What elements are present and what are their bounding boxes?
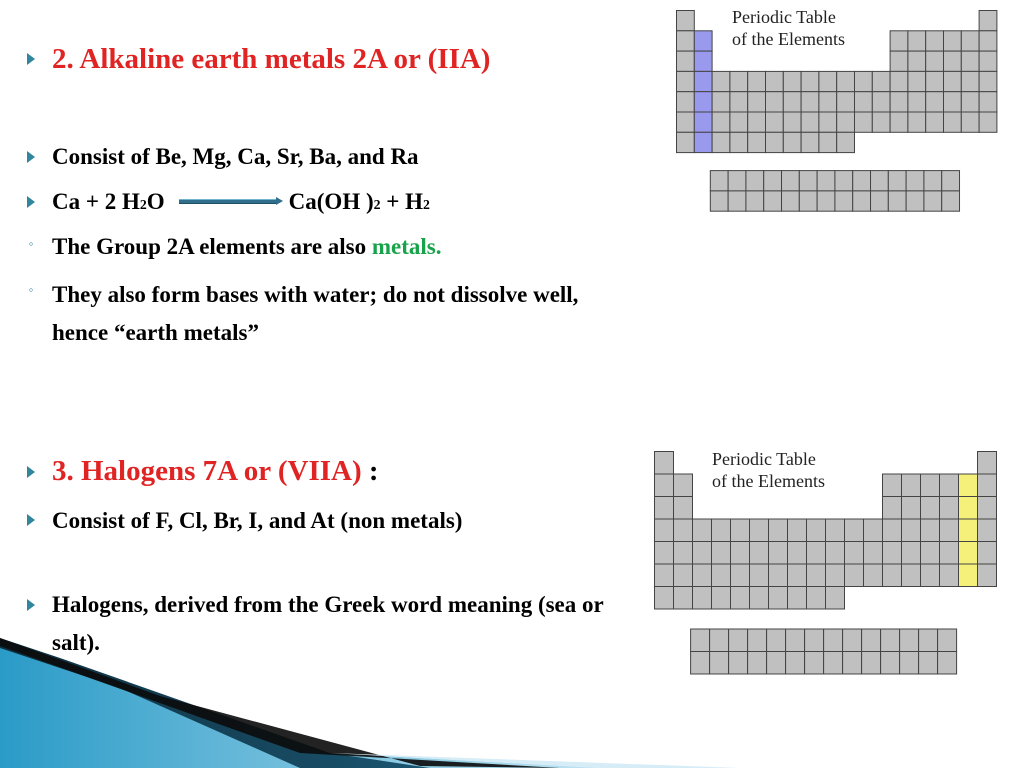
element-cell [940,519,959,542]
element-cell [944,31,962,51]
element-cell [766,132,784,152]
element-cell [921,519,940,542]
bullet-marker [24,465,38,483]
element-cell [674,542,693,565]
section-heading-alkaline: 2. Alkaline earth metals 2A or (IIA) [52,43,491,75]
element-cell [655,542,674,565]
element-cell [677,132,695,152]
element-cell [826,519,845,542]
element-cell [693,564,712,587]
element-cell [748,92,766,112]
element-cell [788,542,807,565]
element-cell [871,191,889,211]
element-cell [978,564,997,587]
element-cell [959,564,978,587]
element-cell [819,112,837,132]
element-cell [926,51,944,71]
element-cell [978,497,997,520]
element-cell [944,71,962,91]
element-cell [677,71,695,91]
element-cell [926,31,944,51]
element-cell [769,542,788,565]
element-cell [921,497,940,520]
element-cell [883,542,902,565]
element-cell [655,519,674,542]
element-cell [694,51,712,71]
element-cell [788,564,807,587]
element-cell [677,112,695,132]
bullet-marker [24,195,38,213]
element-cell [655,587,674,610]
element-cell [826,587,845,610]
element-cell [826,542,845,565]
element-cell [819,92,837,112]
element-cell [961,51,979,71]
element-cell [978,452,997,475]
element-cell [728,191,746,211]
element-cell [750,519,769,542]
element-cell [801,71,819,91]
element-cell [817,171,835,191]
element-cell [908,112,926,132]
element-cell [674,497,693,520]
element-cell [853,171,871,191]
element-cell [782,191,800,211]
element-cell [750,564,769,587]
element-cell [835,191,853,211]
element-cell [807,542,826,565]
element-cell [924,171,942,191]
equation-products: Ca(OH )2 + H2 [288,189,430,214]
element-cell [979,71,997,91]
element-cell [940,474,959,497]
element-cell [944,92,962,112]
element-cell [942,191,960,211]
element-cell [979,31,997,51]
element-cell [788,587,807,610]
bullet-marker [24,598,38,616]
element-cell [855,71,873,91]
element-cell [764,171,782,191]
element-cell [766,112,784,132]
element-cell [674,587,693,610]
element-cell [674,519,693,542]
element-cell [788,519,807,542]
element-cell [940,542,959,565]
element-cell [799,191,817,211]
element-cell [888,191,906,211]
element-cell [837,92,855,112]
bullet-marker: ◦ [28,236,34,251]
element-cell [959,542,978,565]
element-cell [864,519,883,542]
element-cell [979,11,997,31]
element-cell [944,51,962,71]
element-cell [712,542,731,565]
element-cell [655,452,674,475]
element-cell [712,112,730,132]
element-cell [694,112,712,132]
element-cell [807,587,826,610]
element-cell [872,112,890,132]
element-cell [908,51,926,71]
element-cell [712,564,731,587]
element-cell [801,92,819,112]
element-cell [655,564,674,587]
element-cell [908,71,926,91]
element-cell [890,31,908,51]
element-cell [783,112,801,132]
element-cell [883,564,902,587]
element-cell [890,92,908,112]
element-cell [694,31,712,51]
element-cell [845,519,864,542]
section-heading-halogens: 3. Halogens 7A or (VIIA) : [52,455,379,487]
element-cell [710,171,728,191]
element-cell [694,132,712,152]
element-cell [677,31,695,51]
element-cell [959,519,978,542]
element-cell [769,587,788,610]
element-cell [710,191,728,211]
element-cell [801,132,819,152]
bullet-greek-origin: Halogens, derived from the Greek word meaning (sea or salt). [52,592,604,655]
reaction-arrow-icon [179,198,283,205]
element-cell [783,71,801,91]
element-cell [944,112,962,132]
equation-line [52,185,632,222]
element-cell [906,191,924,211]
element-cell [819,132,837,152]
element-cell [888,171,906,191]
element-cell [799,171,817,191]
element-cell [835,171,853,191]
element-cell [801,112,819,132]
element-cell [730,112,748,132]
element-cell [693,542,712,565]
element-cell [750,587,769,610]
element-cell [674,474,693,497]
element-cell [837,71,855,91]
element-cell [845,564,864,587]
element-cell [942,171,960,191]
element-cell [677,11,695,31]
element-cell [940,564,959,587]
element-cell [926,71,944,91]
element-cell [979,112,997,132]
element-cell [712,519,731,542]
element-cell [872,92,890,112]
element-cell [924,191,942,211]
element-cell [730,92,748,112]
element-cell [908,31,926,51]
element-cell [871,171,889,191]
element-cell [712,587,731,610]
element-cell [979,51,997,71]
element-cell [782,171,800,191]
element-cell [746,191,764,211]
element-cell [731,564,750,587]
element-cell [921,542,940,565]
element-cell [979,92,997,112]
element-cell [730,132,748,152]
element-cell [712,92,730,112]
element-cell [769,564,788,587]
element-cell [872,71,890,91]
element-cell [890,51,908,71]
element-cell [926,112,944,132]
element-cell [853,191,871,211]
decorative-swoosh [0,638,1024,768]
element-cell [748,112,766,132]
element-cell [766,71,784,91]
element-cell [694,71,712,91]
element-cell [807,519,826,542]
element-cell [902,542,921,565]
element-cell [693,519,712,542]
element-cell [826,564,845,587]
element-cell [921,474,940,497]
element-cell [837,112,855,132]
bullet-bases: They also form bases with water; do not dissolve well, hence “earth metals” [52,282,579,345]
equation-reactants: Ca + 2 H2O [52,189,165,214]
element-cell [864,542,883,565]
element-cell [921,564,940,587]
element-cell [712,71,730,91]
element-cell [961,71,979,91]
periodic-table-title-2: Periodic Table of the Elements [712,449,825,491]
element-cell [883,519,902,542]
element-cell [906,171,924,191]
element-cell [883,497,902,520]
bullet-marker [24,52,38,70]
element-cell [855,112,873,132]
element-cell [750,542,769,565]
element-cell [817,191,835,211]
element-cell [978,519,997,542]
element-cell [845,542,864,565]
element-cell [890,71,908,91]
element-cell [978,474,997,497]
element-cell [766,92,784,112]
element-cell [746,171,764,191]
element-cell [712,132,730,152]
element-cell [674,564,693,587]
element-cell [748,132,766,152]
element-cell [902,474,921,497]
bullet-group2a-metals: The Group 2A elements are also metals. [52,234,442,259]
element-cell [748,71,766,91]
element-cell [728,171,746,191]
element-cell [890,112,908,132]
periodic-table-title-1: Periodic Table of the Elements [732,7,845,49]
element-cell [837,132,855,152]
bullet-marker [24,513,38,531]
bullet-consist-alkaline: Consist of Be, Mg, Ca, Sr, Ba, and Ra [52,144,419,169]
element-cell [730,71,748,91]
element-cell [902,497,921,520]
element-cell [677,51,695,71]
bullet-consist-halogens: Consist of F, Cl, Br, I, and At (non metals) [52,508,463,533]
element-cell [959,497,978,520]
element-cell [677,92,695,112]
element-cell [764,191,782,211]
element-cell [902,564,921,587]
element-cell [731,519,750,542]
element-cell [908,92,926,112]
bullet-marker: ◦ [28,282,34,297]
element-cell [769,519,788,542]
element-cell [655,474,674,497]
element-cell [807,564,826,587]
element-cell [693,587,712,610]
element-cell [819,71,837,91]
element-cell [940,497,959,520]
element-cell [783,132,801,152]
bullet-marker [24,150,38,168]
element-cell [855,92,873,112]
element-cell [864,564,883,587]
element-cell [783,92,801,112]
element-cell [902,519,921,542]
metals-highlight: metals. [371,234,442,259]
element-cell [978,542,997,565]
element-cell [926,92,944,112]
element-cell [655,497,674,520]
element-cell [731,542,750,565]
element-cell [694,92,712,112]
element-cell [961,92,979,112]
element-cell [961,31,979,51]
element-cell [959,474,978,497]
element-cell [883,474,902,497]
element-cell [961,112,979,132]
element-cell [731,587,750,610]
